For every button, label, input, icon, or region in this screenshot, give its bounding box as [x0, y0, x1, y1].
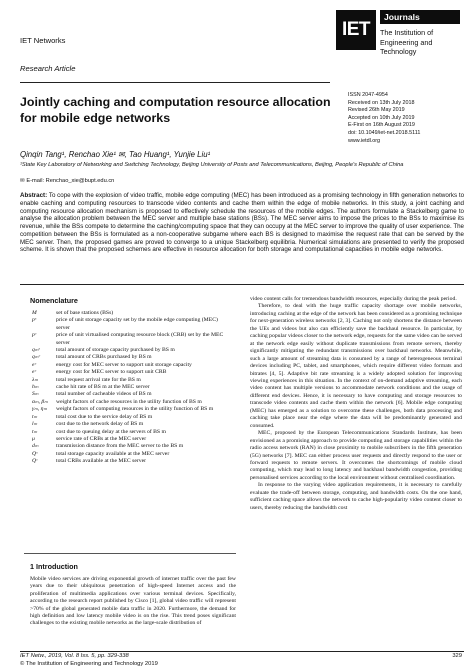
nomenclature-row [32, 429, 232, 436]
nomenclature-symbol: λₘ [32, 376, 39, 383]
nomenclature-symbol: Qˢ [32, 450, 38, 457]
nomenclature-symbol: qₘᶜ [32, 354, 40, 361]
abstract [20, 192, 464, 254]
nomenclature-symbol: lₘ [32, 421, 38, 428]
nomenclature-definition: total cost due to the service delay of BS m [56, 413, 153, 420]
history-efirst: E-First on 16th August 2019 [348, 122, 415, 129]
corresponding-email[interactable]: ✉ E-mail: Renchao_xie@bupt.edu.cn [20, 178, 115, 184]
nomenclature-definition: service rate of CRBs at the MEC server [56, 435, 147, 442]
nomenclature-row [32, 354, 232, 361]
header-divider [20, 82, 330, 83]
paper-title: Jointly caching and computation resource allocation for mobile edge networks [20, 95, 331, 125]
nomenclature-definition: transmission distance from the MEC server to the BS m [56, 443, 184, 450]
nomenclature-definition: energy cost for MEC server to support unit storage capacity [56, 361, 192, 368]
nomenclature-symbol: eᶜ [32, 361, 37, 368]
nomenclature-definition: total amount of storage capacity purchased by BS m [56, 347, 175, 354]
nomenclature-row [32, 391, 232, 398]
nomenclature-row [32, 451, 232, 458]
history-doi[interactable]: doi: 10.1049/iet-net.2018.5111 [348, 129, 421, 136]
abstract-divider [20, 284, 464, 285]
nomenclature-row [32, 377, 232, 384]
introduction-heading: 1 Introduction [30, 562, 78, 571]
nomenclature-symbol: hₘ [32, 384, 39, 391]
author-affiliation: ¹State Key Laboratory of Networking and Switching Technology, Beijing University of Posts and Telecommunications, Beijing, People's Republic of China [20, 162, 404, 168]
nomenclature-symbol: γₘ, ηₘ [32, 406, 47, 413]
iet-logo [336, 10, 462, 72]
nomenclature-definition: cache hit rate of BS m at the MEC server [56, 384, 150, 391]
journal-name: IET Networks [20, 36, 66, 45]
history-issn: ISSN 2047-4954 [348, 92, 388, 98]
nomenclature-definition: total request arrival rate for the BS m [56, 376, 141, 383]
nomenclature-divider [24, 553, 236, 554]
nomenclature-row [32, 443, 232, 450]
nomenclature-symbol: Sₘ [32, 391, 39, 398]
history-received: Received on 13th July 2018 [348, 99, 415, 106]
footer-divider [20, 651, 464, 652]
history-accepted: Accepted on 10th July 2019 [348, 114, 415, 121]
nomenclature-symbol: pˢ [32, 317, 37, 324]
nomenclature-row [32, 332, 232, 347]
article-history [348, 92, 464, 145]
nomenclature-symbol: tₘ [32, 428, 38, 435]
nomenclature-symbol: Qᶜ [32, 458, 38, 465]
nomenclature-definition: energy cost for MEC server to support unit CRB [56, 369, 167, 376]
nomenclature-symbol: pᶜ [32, 332, 37, 339]
logo-institution-line1: The Institution of [380, 28, 434, 37]
nomenclature-row [32, 369, 232, 376]
nomenclature-definition: total storage capacity available at the MEC server [56, 450, 170, 457]
nomenclature-row [32, 414, 232, 421]
nomenclature-definition: cost due to queuing delay at the servers of BS m [56, 428, 166, 435]
nomenclature-definition: total number of cacheable videos of BS m [56, 391, 152, 398]
right-column-text [250, 296, 462, 512]
nomenclature-symbol: αₘ, βₘ [32, 398, 48, 405]
abstract-text: To cope with the explosion of video traffic, mobile edge computing (MEC) has been introduced as a promising technology in fifth generation networks to enable caching and computing resources to transcode video contents and cache them within the edge of mobile networks. In this study, a joint caching and computing resource allocation mechanism is proposed to effectively schedule the resources of the mobile edges. The authors formulate a Stackelberg game to analyse the allocation problem between the MEC server and multiple base stations (BSs). The MEC server aims to impose the prices to the BSs to maximise its revenue, while the BSs compete to determine the caching/computing space that they can occupy at the MEC server to improve the quality of user experience. The competition between the BSs is formulated as a non-cooperative subgame where each BS is designed to maximise the request rate that can be served by the MEC server. Then, the proposed games are proved to converge to a unique Stackelberg equilibria. Numerical simulations are presented to verify the proposed scheme. It is shown that the proposed schemes are effective in resource allocation for both storage and computational capacities in mobile edge networks. [20, 192, 465, 254]
nomenclature-list [32, 310, 232, 466]
logo-journals-label: Journals [380, 10, 460, 24]
nomenclature-definition: set of base stations (BSs) [56, 310, 114, 316]
nomenclature-definition: cost due to the network delay of BS m [56, 421, 144, 428]
nomenclature-definition: weight factors of computing resources in the utility function of BS m [56, 406, 214, 413]
nomenclature-symbol: tₘ [32, 413, 38, 420]
nomenclature-definition: total CRBs available at the MEC server [56, 458, 147, 465]
abstract-label: Abstract: [20, 192, 48, 199]
nomenclature-symbol: qₘˢ [32, 347, 40, 354]
nomenclature-definition: price of unit virtualised computing resource block (CRB) set by the MEC server [56, 332, 224, 346]
introduction-text: Mobile video services are driving exponential growth of internet traffic over the past few years due to their ubiquitous penetration of high-speed Internet access and the proliferation of multimedia applications over various terminal devices. Specifically, according to the research report published by Cisco [1], global video traffic will represent >70% of the global generated mobile data traffic in 2020. Furthermore, the demand for high definition and low latency mobile video is on the rise. This trend poses significant challenges to the existing mobile networks as the large-scale distribution of [30, 576, 236, 627]
nomenclature-symbol: dₘ [32, 443, 39, 450]
nomenclature-row [32, 421, 232, 428]
history-revised: Revised 26th May 2019 [348, 107, 405, 114]
footer-citation-block [20, 653, 158, 668]
nomenclature-row [32, 406, 232, 413]
page-number: 329 [452, 653, 462, 659]
nomenclature-symbol: eᶜ [32, 369, 37, 376]
author-list: Qinqin Tang¹, Renchao Xie¹ ✉, Tao Huang¹, Yunjie Liu¹ [20, 150, 211, 159]
nomenclature-definition: price of unit storage capacity set by the mobile edge computing (MEC) server [56, 317, 218, 331]
footer-citation: IET Netw., 2019, Vol. 8 Iss. 5, pp. 329-338 [20, 653, 129, 659]
article-type: Research Article [20, 64, 76, 73]
footer-copyright: © The Institution of Engineering and Technology 2019 [20, 660, 158, 667]
nomenclature-symbol: μ [32, 435, 35, 442]
nomenclature-definition: weight factors of cache resources in the utility function of BS m [56, 398, 202, 405]
paragraph: video content calls for tremendous bandwidth resources, especially during the peak period. [250, 296, 457, 302]
nomenclature-definition: total amount of CRBs purchased by BS m [56, 354, 152, 361]
paragraph: In response to the varying video application requirements, it is necessary to carefully evaluate the trade-off between storage, computing, and bandwidth costs. On the one hand, sufficient caching space allows the network to cache high-popularity video content closer to users, thereby reducing the bandwidth cost [250, 482, 462, 511]
iet-logo-mark: IET [336, 10, 376, 50]
history-website[interactable]: www.ietdl.org [348, 137, 381, 144]
paragraph: MEC, proposed by the European Telecommunications Standards Institute, has been envisioned as a promising approach to provide computing and storage capabilities within the radio access network (RAN) in close proximity to mobile subscribers in the fifth generation (5G) networks [7]. MEC can either process user requests and directly respond to the user or forward requests to remote servers. It overcomes the shortcomings of mobile cloud computing, which may lead to long latency and backhaul bandwidth congestion, providing personalised services according to the local environment without centralised coordination. [250, 430, 462, 481]
logo-institution-line2: Engineering and Technology [380, 38, 433, 56]
nomenclature-row [32, 458, 232, 465]
paragraph: Therefore, to deal with the huge traffic capacity shortage over mobile networks, introducing caching at the edge of the network has been considered as a promising technique for next-generation wireless networks [2, 3]. Caching not only shortens the distance between the UEs and videos but also can efficiently save the backhaul resource. In particular, by caching popular videos closer to the network edge, requests for the same video can be served at the network edge easily without duplicate transmissions from remote servers, thereby significantly mitigating the redundant transmissions over backhaul networks. Meanwhile, such a large amount of streaming data is consumed by a range of heterogeneous terminal devices including PC, tablet, and smartphones, which require different video formats and bitrates [4, 5]. Adaptive bit rate streaming is a widely adopted solution for improving viewing experiences in this situation. In the context of on-demand adaptive streaming, each video content has multiple versions to accommodate network conditions and the usage of different end devices. Hence, it is necessary to have computing and storage resources to transcode video contents and cache them within the network [6]. Mobile edge computing (MEC) has emerged as a solution to overcome these challenges, both data processing and caching take place near the edge where the data will be predominantly generated and consumed. [250, 303, 462, 429]
nomenclature-symbol: M [32, 310, 37, 316]
nomenclature-heading: Nomenclature [30, 296, 78, 305]
nomenclature-row [32, 317, 232, 332]
